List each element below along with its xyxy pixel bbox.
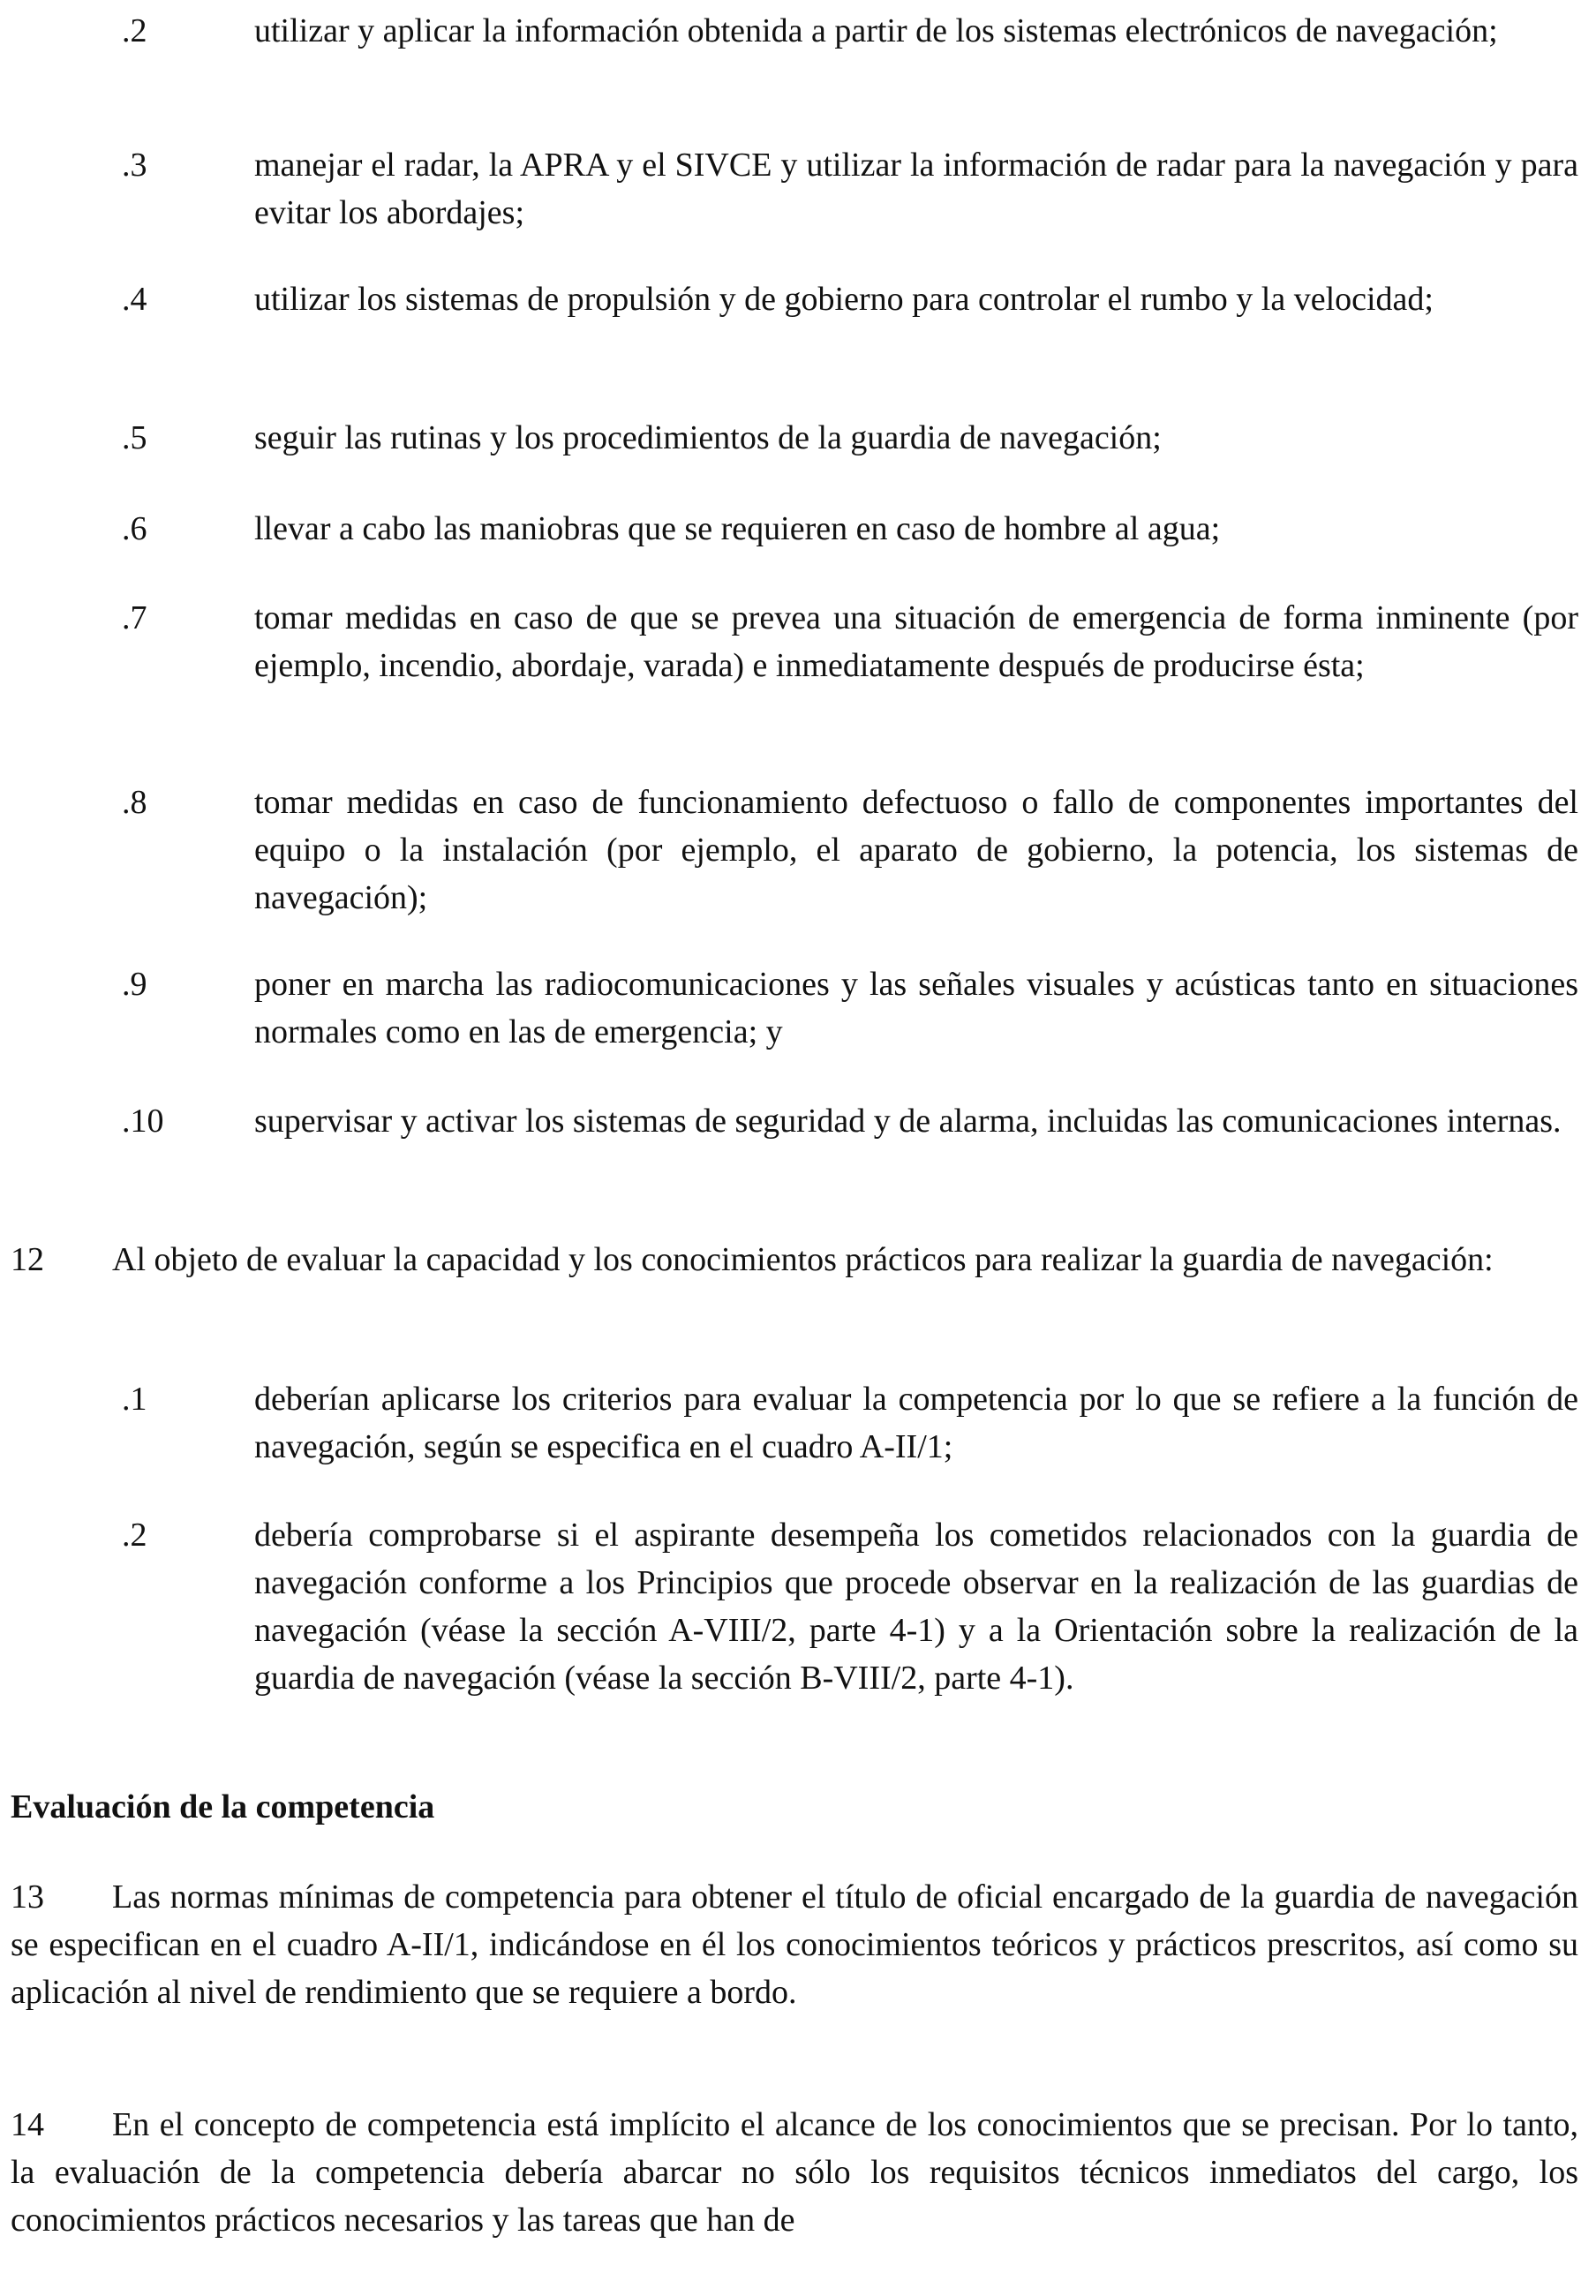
list-item-number: .1	[122, 1381, 147, 1418]
list-item-text: tomar medidas en caso de funcionamiento defectuoso o fallo de componentes importantes del equipo o la instalación (por ejemplo, el aparato de gobierno, la potencia, los sistemas de navegación);	[254, 784, 1578, 916]
list-item-text: supervisar y activar los sistemas de seguridad y de alarma, incluidas las comunicaciones internas.	[254, 1103, 1562, 1140]
paragraph-number: 12	[11, 1241, 44, 1278]
list-item-number: .5	[122, 419, 147, 456]
section-heading: Evaluación de la competencia	[11, 1788, 435, 1826]
paragraph-number: 14	[11, 2106, 44, 2143]
paragraph-14	[11, 2101, 1578, 2244]
paragraph-number: 13	[11, 1878, 44, 1916]
list-item-number: .3	[122, 147, 147, 184]
list-item-number: .9	[122, 966, 147, 1003]
list-item-text: poner en marcha las radiocomunicaciones y las señales visuales y acústicas tanto en situaciones normales como en las de emergencia; y	[254, 966, 1578, 1050]
list-item-text: utilizar y aplicar la información obtenida a partir de los sistemas electrónicos de navegación;	[254, 12, 1498, 49]
list-item-number: .8	[122, 784, 147, 821]
list-item-text: utilizar los sistemas de propulsión y de gobierno para controlar el rumbo y la velocidad;	[254, 281, 1434, 318]
paragraph-text: Las normas mínimas de competencia para obtener el título de oficial encargado de la guardia de navegación se especifican en el cuadro A-II/1, indicándose en él los conocimientos teóricos y prácticos prescritos, así como su aplicación al nivel de rendimiento que se requiere a bordo.	[11, 1878, 1578, 2011]
list-item-text: seguir las rutinas y los procedimientos de la guardia de navegación;	[254, 419, 1162, 456]
list-item-text: llevar a cabo las maniobras que se requieren en caso de hombre al agua;	[254, 510, 1221, 547]
list-item-number: .7	[122, 599, 147, 636]
paragraph-text: En el concepto de competencia está implícito el alcance de los conocimientos que se precisan. Por lo tanto, la evaluación de la competencia debería abarcar no sólo los requisitos técnicos inmediatos del cargo, los conocimientos prácticos necesarios y las tareas que han de	[11, 2106, 1578, 2239]
paragraph-13	[11, 1873, 1578, 2016]
list-item-number: .2	[122, 1517, 147, 1554]
list-item-number: .6	[122, 510, 147, 547]
paragraph-text: Al objeto de evaluar la capacidad y los conocimientos prácticos para realizar la guardia de navegación:	[112, 1241, 1494, 1278]
list-item-text: deberían aplicarse los criterios para evaluar la competencia por lo que se refiere a la función de navegación, según se especifica en el cuadro A-II/1;	[254, 1381, 1578, 1465]
list-item-text: manejar el radar, la APRA y el SIVCE y utilizar la información de radar para la navegación y para evitar los abordajes;	[254, 147, 1578, 231]
paragraph-12	[11, 1236, 1578, 1284]
list-item-number: .4	[122, 281, 147, 318]
list-item-text: debería comprobarse si el aspirante desempeña los cometidos relacionados con la guardia de navegación conforme a los Principios que procede observar en la realización de las guardias de navegación (véase la sección A-VIII/2, parte 4-1) y a la Orientación sobre la realización de la guardia de navegación (véase la sección B-VIII/2, parte 4-1).	[254, 1517, 1578, 1697]
list-item-text: tomar medidas en caso de que se prevea una situación de emergencia de forma inminente (por ejemplo, incendio, abordaje, varada) e inmediatamente después de producirse ésta;	[254, 599, 1578, 684]
list-item-number: .2	[122, 12, 147, 49]
list-item-number: .10	[122, 1103, 164, 1140]
